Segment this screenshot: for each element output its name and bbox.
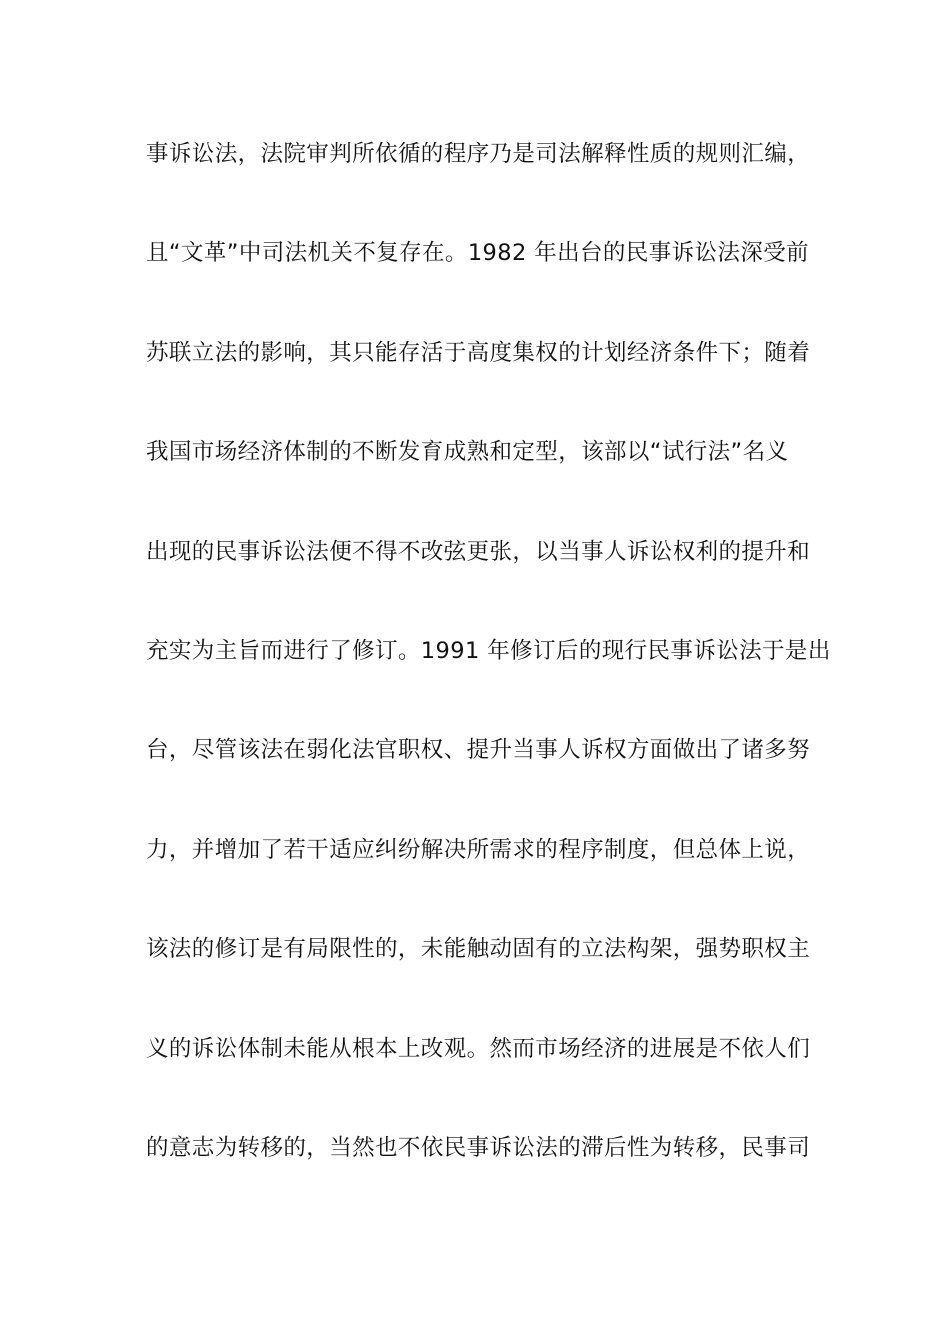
- text-line: 苏联立法的影响，其只能存活于高度集权的计划经济条件下；随着: [146, 339, 811, 366]
- body-text: [146, 130, 831, 1223]
- text-line: 出现的民事诉讼法便不得不改弦更张，以当事人诉讼权利的提升和: [146, 538, 811, 565]
- text-line: 且“文革”中司法机关不复存在。1982 年出台的民事诉讼法深受前: [146, 240, 810, 267]
- text-line: 事诉讼法，法院审判所依循的程序乃是司法解释性质的规则汇编，: [146, 141, 811, 167]
- text-line: 该法的修订是有局限性的，未能触动固有的立法构架，强势职权主: [146, 936, 811, 963]
- text-line: 力，并增加了若干适应纠纷解决所需求的程序制度，但总体上说，: [146, 836, 811, 863]
- text-line: 我国市场经济体制的不断发育成熟和定型，该部以“试行法”名义: [146, 439, 789, 466]
- text-line: 充实为主旨而进行了修订。1991 年修订后的现行民事诉讼法于是出: [146, 637, 831, 664]
- text-line: 义的诉讼体制未能从根本上改观。然而市场经济的进展是不依人们: [146, 1035, 811, 1062]
- text-line: 台，尽管该法在弱化法官职权、提升当事人诉权方面做出了诸多努: [146, 737, 811, 764]
- text-line: 的意志为转移的，当然也不依民事诉讼法的滞后性为转移，民事司: [146, 1134, 811, 1161]
